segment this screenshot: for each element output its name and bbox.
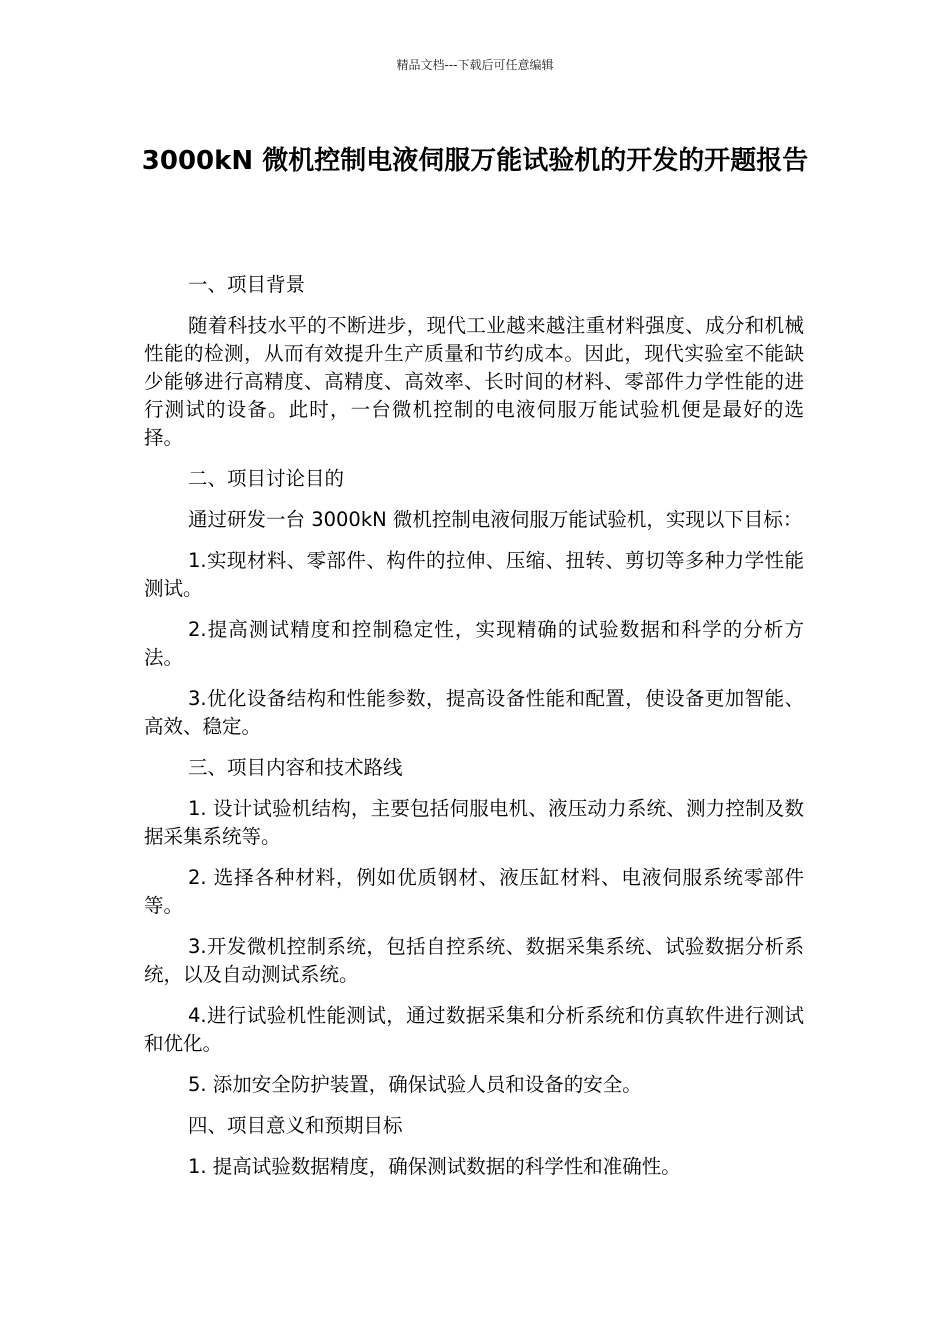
section-heading-purpose: 二、项目讨论目的: [188, 467, 345, 490]
paragraph-background: 随着科技水平的不断进步，现代工业越来越注重材料强度、成分和机械性能的检测，从而有效提升生产质量和节约成本。因此，现代实验室不能缺少能够进行高精度、高精度、高效率、长时间的材料、零部件力学性能的进行测试的设备。此时，一台微机控制的电液伺服万能试验机便是最好的选择。: [144, 314, 804, 449]
section-heading-content: 三、项目内容和技术路线: [188, 756, 403, 779]
document-body: [144, 271, 804, 1194]
header-note: 精品文档---下载后可任意编辑: [396, 58, 554, 72]
section-heading-significance: 四、项目意义和预期目标: [188, 1114, 403, 1137]
list-item-content-1: 1. 设计试验机结构，主要包括伺服电机、液压动力系统、测力控制及数据采集系统等。: [144, 797, 804, 848]
list-item-goal-1: 1.实现材料、零部件、构件的拉伸、压缩、扭转、剪切等多种力学性能测试。: [144, 549, 804, 600]
list-item-content-3: 3.开发微机控制系统，包括自控系统、数据采集系统、试验数据分析系统，以及自动测试系统。: [144, 935, 804, 986]
document-title: 3000kN 微机控制电液伺服万能试验机的开发的开题报告: [141, 146, 809, 176]
list-item-content-2: 2. 选择各种材料，例如优质钢材、液压缸材料、电液伺服系统零部件等。: [144, 866, 804, 917]
section-heading-background: 一、项目背景: [188, 273, 306, 296]
paragraph-purpose-intro: 通过研发一台 3000kN 微机控制电液伺服万能试验机，实现以下目标：: [188, 508, 803, 531]
list-item-content-4: 4.进行试验机性能测试，通过数据采集和分析系统和仿真软件进行测试和优化。: [144, 1004, 804, 1055]
list-item-content-5: 5. 添加安全防护装置，确保试验人员和设备的安全。: [188, 1073, 642, 1096]
list-item-goal-2: 2.提高测试精度和控制稳定性，实现精确的试验数据和科学的分析方法。: [144, 618, 804, 669]
list-item-goal-3: 3.优化设备结构和性能参数，提高设备性能和配置，使设备更加智能、高效、稳定。: [144, 687, 804, 738]
list-item-significance-1: 1. 提高试验数据精度，确保测试数据的科学性和准确性。: [188, 1155, 681, 1178]
